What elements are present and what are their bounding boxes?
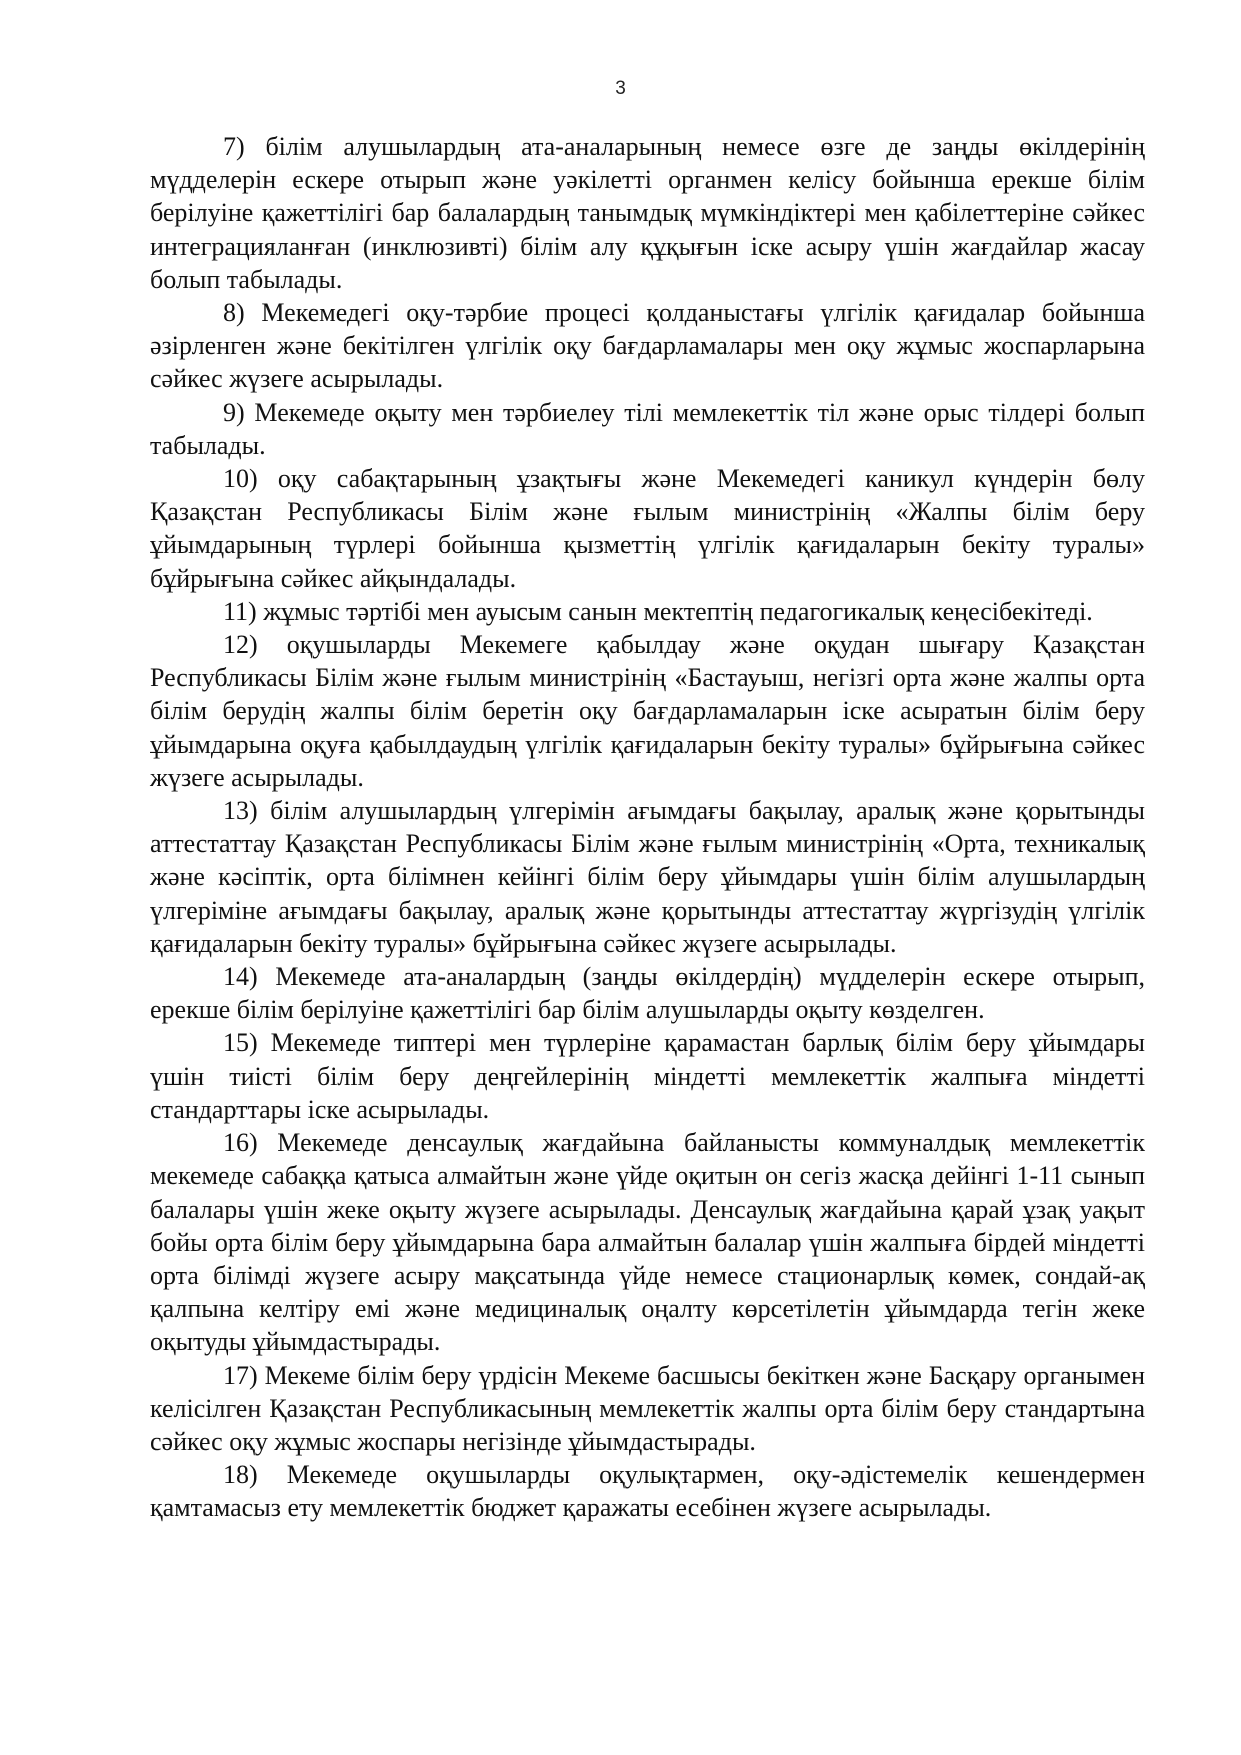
document-body	[150, 130, 1145, 1525]
paragraph-item-9: 9) Мекемеде оқыту мен тәрбиелеу тілі мемлекеттік тіл және орыс тілдері болып табылады.	[150, 397, 1145, 460]
paragraph-item-14: 14) Мекемеде ата-аналардың (заңды өкілдердің) мүдделерін ескере отырып, ерекше білім берілуіне қажеттілігі бар білім алушыларды оқыту көзделген.	[150, 962, 1145, 1025]
paragraph-item-17: 17) Мекеме білім беру үрдісін Мекеме басшысы бекіткен және Басқару органымен келісілген Қазақстан Республикасының мемлекеттік жалпы орта білім беру стандартына сәйкес оқу жұмыс жоспары негізінде ұйымдастырады.	[150, 1360, 1145, 1456]
paragraph-item-7: 7) білім алушылардың ата-аналарының немесе өзге де заңды өкілдерінің мүдделерін ескере отырып және уәкілетті органмен келісу бойынша ерекше білім берілуіне қажеттілігі бар балалардың танымдық мүмкіндіктері мен қабілеттеріне сәйкес интеграцияланған (инклюзивті) білім алу құқығын іске асыру үшін жағдайлар жасау болып табылады.	[150, 132, 1145, 294]
paragraph-item-15: 15) Мекемеде типтері мен түрлеріне қарамастан барлық білім беру ұйымдары үшін тиісті білім беру деңгейлерінің міндетті мемлекеттік жалпыға міндетті стандарттары іске асырылады.	[150, 1028, 1145, 1124]
paragraph-item-13: 13) білім алушылардың үлгерімін ағымдағы бақылау, аралық және қорытынды аттестаттау Қазақстан Республикасы Білім және ғылым министрінің «Орта, техникалық және кәсіптік, орта білімнен кейінгі білім беру ұйымдары үшін білім алушылардың үлгеріміне ағымдағы бақылау, аралық және қорытынды аттестаттау жүргізудің үлгілік қағидаларын бекіту туралы» бұйрығына сәйкес жүзеге асырылады.	[150, 796, 1145, 958]
paragraph-item-18: 18) Мекемеде оқушыларды оқулықтармен, оқу-әдістемелік кешендермен қамтамасыз ету мемлекеттік бюджет қаражаты есебінен жүзеге асырылады.	[150, 1460, 1145, 1523]
page-number: 3	[615, 78, 626, 99]
paragraph-item-16: 16) Мекемеде денсаулық жағдайына байланысты коммуналдық мемлекеттік мекемеде сабаққа қатыса алмайтын және үйде оқитын он сегіз жасқа дейінгі 1-11 сынып балалары үшін жеке оқыту жүзеге асырылады. Денсаулық жағдайына қарай ұзақ уақыт бойы орта білім беру ұйымдарына бара алмайтын балалар үшін жалпыға бірдей міндетті орта білімді жүзеге асыру мақсатында үйде немесе стационарлық көмек, сондай-ақ қалпына келтіру емі және медициналық оңалту көрсетілетін ұйымдарда тегін жеке оқытуды ұйымдастырады.	[150, 1128, 1145, 1357]
paragraph-item-10: 10) оқу сабақтарының ұзақтығы және Мекемедегі каникул күндерін бөлу Қазақстан Республикасы Білім және ғылым министрінің «Жалпы білім беру ұйымдарының түрлері бойынша қызметтің үлгілік қағидаларын бекіту туралы» бұйрығына сәйкес айқындалады.	[150, 464, 1145, 593]
paragraph-item-11: 11) жұмыс тәртібі мен ауысым санын мектептің педагогикалық кеңесібекітеді.	[223, 596, 1093, 626]
paragraph-item-12: 12) оқушыларды Мекемеге қабылдау және оқудан шығару Қазақстан Республикасы Білім және ғылым министрінің «Бастауыш, негізгі орта және жалпы орта білім берудің жалпы білім беретін оқу бағдарламаларын іске асыратын білім беру ұйымдарына оқуға қабылдаудың үлгілік қағидаларын бекіту туралы» бұйрығына сәйкес жүзеге асырылады.	[150, 630, 1145, 792]
paragraph-item-8: 8) Мекемедегі оқу-тәрбие процесі қолданыстағы үлгілік қағидалар бойынша әзірленген және бекітілген үлгілік оқу бағдарламалары мен оқу жұмыс жоспарларына сәйкес жүзеге асырылады.	[150, 298, 1145, 394]
